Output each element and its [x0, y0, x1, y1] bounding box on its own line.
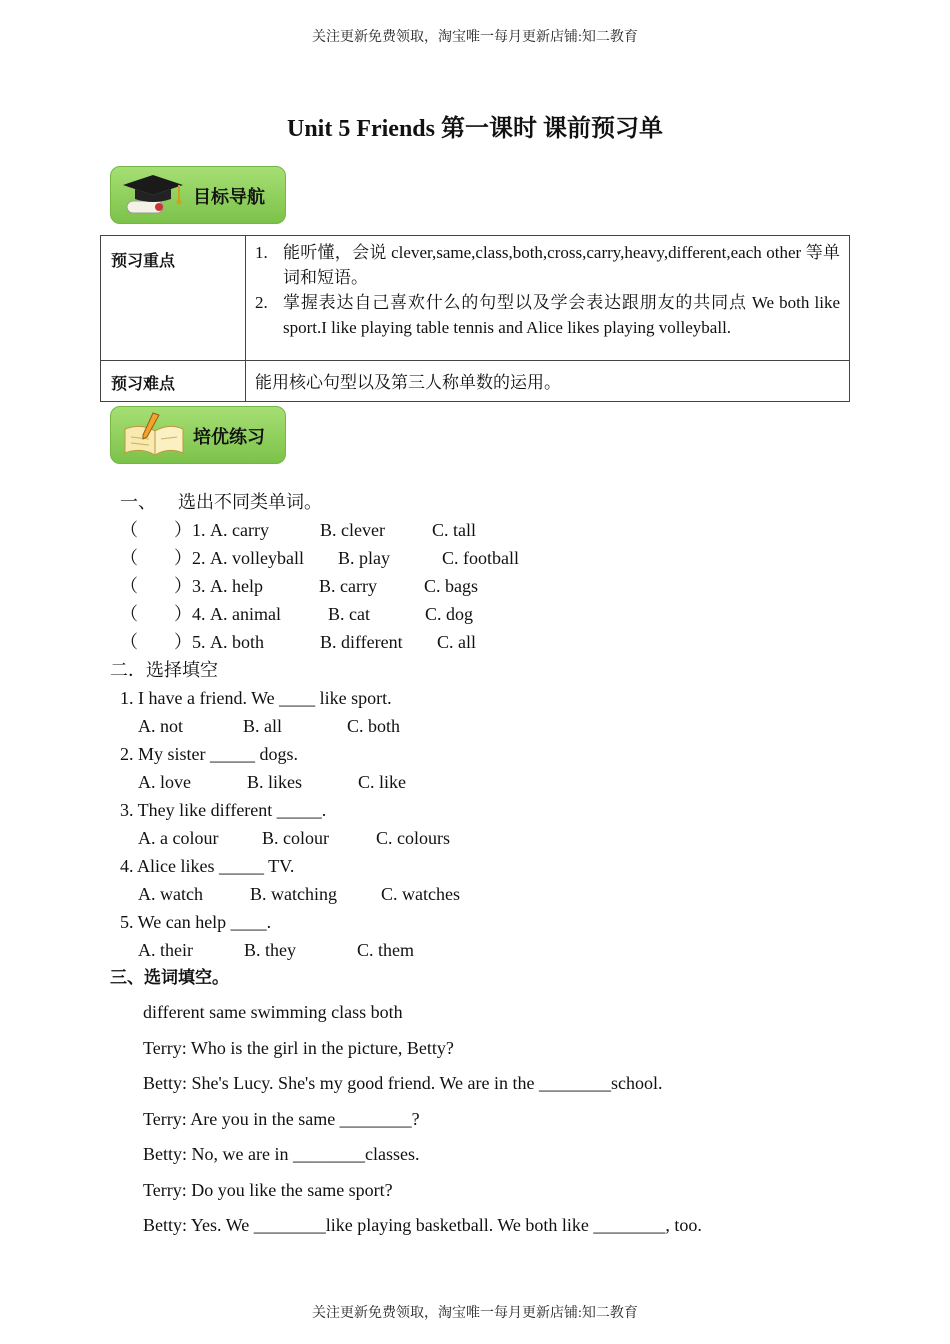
item-number: 3.	[192, 576, 206, 596]
section1-title: 选出不同类单词。	[178, 492, 322, 512]
option-c: C. all	[437, 632, 476, 652]
book-pencil-icon	[119, 411, 189, 459]
option-b: B. clever	[320, 520, 385, 540]
focus-row	[101, 236, 850, 361]
dialogue-line: Terry: Do you like the same sport?	[143, 1180, 393, 1200]
section2-question: 2. My sister _____ dogs.	[120, 744, 299, 764]
option-c: C. both	[347, 716, 401, 736]
option-c: C. like	[358, 772, 406, 792]
option-a: A. both	[210, 632, 264, 652]
section2-question: 4. Alice likes _____ TV.	[120, 856, 295, 876]
section1-item	[120, 628, 476, 656]
dialogue-line: Betty: She's Lucy. She's my good friend. We are in the ________school.	[143, 1073, 663, 1093]
option-a: A. animal	[210, 604, 281, 624]
focus-item-text: 能听懂，会说 clever,same,class,both,cross,carry,heavy,different,each other 等单词和短语。	[283, 243, 840, 287]
section1-item	[120, 600, 474, 628]
section1-number: 一、	[120, 492, 156, 512]
option-a: A. watch	[138, 884, 203, 904]
option-a: A. love	[138, 772, 191, 792]
section2-title: 二．选择填空	[110, 660, 218, 680]
item-number: 4.	[192, 604, 206, 624]
difficulty-row	[101, 361, 850, 402]
section1-heading	[120, 488, 322, 516]
practice-label: 培优练习	[193, 427, 265, 448]
focus-item-text: 掌握表达自己喜欢什么的句型以及学会表达跟朋友的共同点 We both like sport.I like playing table tennis and Alice likes playing volleyball.	[283, 293, 840, 337]
option-b: B. carry	[319, 576, 377, 596]
answer-blank[interactable]: （ ）	[120, 520, 192, 540]
option-b: B. colour	[262, 828, 329, 848]
section3-title: 三、选词填空。	[110, 968, 229, 988]
answer-blank[interactable]: （ ）	[120, 632, 192, 652]
answer-blank[interactable]: （ ）	[120, 576, 192, 596]
option-c: C. colours	[376, 828, 450, 848]
item-number: 1.	[192, 520, 206, 540]
word-bank: different same swimming class both	[143, 1002, 403, 1022]
section1-item	[120, 516, 476, 544]
difficulty-text: 能用核心句型以及第三人称单数的运用。	[246, 361, 850, 402]
section2-question: 1. I have a friend. We ____ like sport.	[120, 688, 392, 708]
focus-item-number: 2.	[255, 293, 268, 312]
option-a: A. volleyball	[210, 548, 304, 568]
option-a: A. carry	[210, 520, 269, 540]
item-number: 5.	[192, 632, 206, 652]
option-a: A. help	[210, 576, 263, 596]
focus-label: 预习重点	[101, 236, 246, 361]
option-a: A. a colour	[138, 828, 219, 848]
goal-nav-label: 目标导航	[193, 187, 265, 208]
answer-blank[interactable]: （ ）	[120, 548, 192, 568]
option-c: C. football	[442, 548, 519, 568]
option-b: B. likes	[247, 772, 303, 792]
option-c: C. bags	[424, 576, 478, 596]
goal-nav-badge	[110, 166, 286, 224]
practice-badge	[110, 406, 286, 464]
option-b: B. play	[338, 548, 390, 568]
graduation-cap-icon	[119, 171, 189, 219]
option-a: A. not	[138, 716, 183, 736]
section1-item	[120, 572, 478, 600]
focus-item-number: 1.	[255, 243, 268, 262]
difficulty-label: 预习难点	[101, 361, 246, 402]
option-c: C. tall	[432, 520, 476, 540]
item-number: 2.	[192, 548, 206, 568]
section1-item	[120, 544, 519, 572]
dialogue-line: Betty: No, we are in ________classes.	[143, 1144, 420, 1164]
option-b: B. all	[243, 716, 282, 736]
option-c: C. watches	[381, 884, 460, 904]
page-footer: 关注更新免费领取，淘宝唯一每月更新店铺:知二教育	[312, 1306, 638, 1321]
section2-question: 3. They like different _____.	[120, 800, 327, 820]
option-b: B. cat	[328, 604, 370, 624]
option-b: B. watching	[250, 884, 337, 904]
option-c: C. them	[357, 940, 414, 960]
page-header: 关注更新免费领取，淘宝唯一每月更新店铺:知二教育	[312, 30, 638, 45]
option-b: B. different	[320, 632, 403, 652]
section2-question: 5. We can help ____.	[120, 912, 272, 932]
dialogue-line: Terry: Who is the girl in the picture, Betty?	[143, 1038, 454, 1058]
option-c: C. dog	[425, 604, 474, 624]
focus-item	[255, 290, 840, 340]
option-a: A. their	[138, 940, 193, 960]
answer-blank[interactable]: （ ）	[120, 604, 192, 624]
page-title: Unit 5 Friends 第一课时 课前预习单	[286, 116, 663, 142]
objectives-table	[100, 235, 850, 402]
dialogue-line: Betty: Yes. We ________like playing basketball. We both like ________, too.	[143, 1215, 702, 1235]
option-b: B. they	[244, 940, 296, 960]
dialogue-line: Terry: Are you in the same ________?	[143, 1109, 420, 1129]
focus-content	[246, 236, 850, 361]
focus-item	[255, 240, 840, 290]
